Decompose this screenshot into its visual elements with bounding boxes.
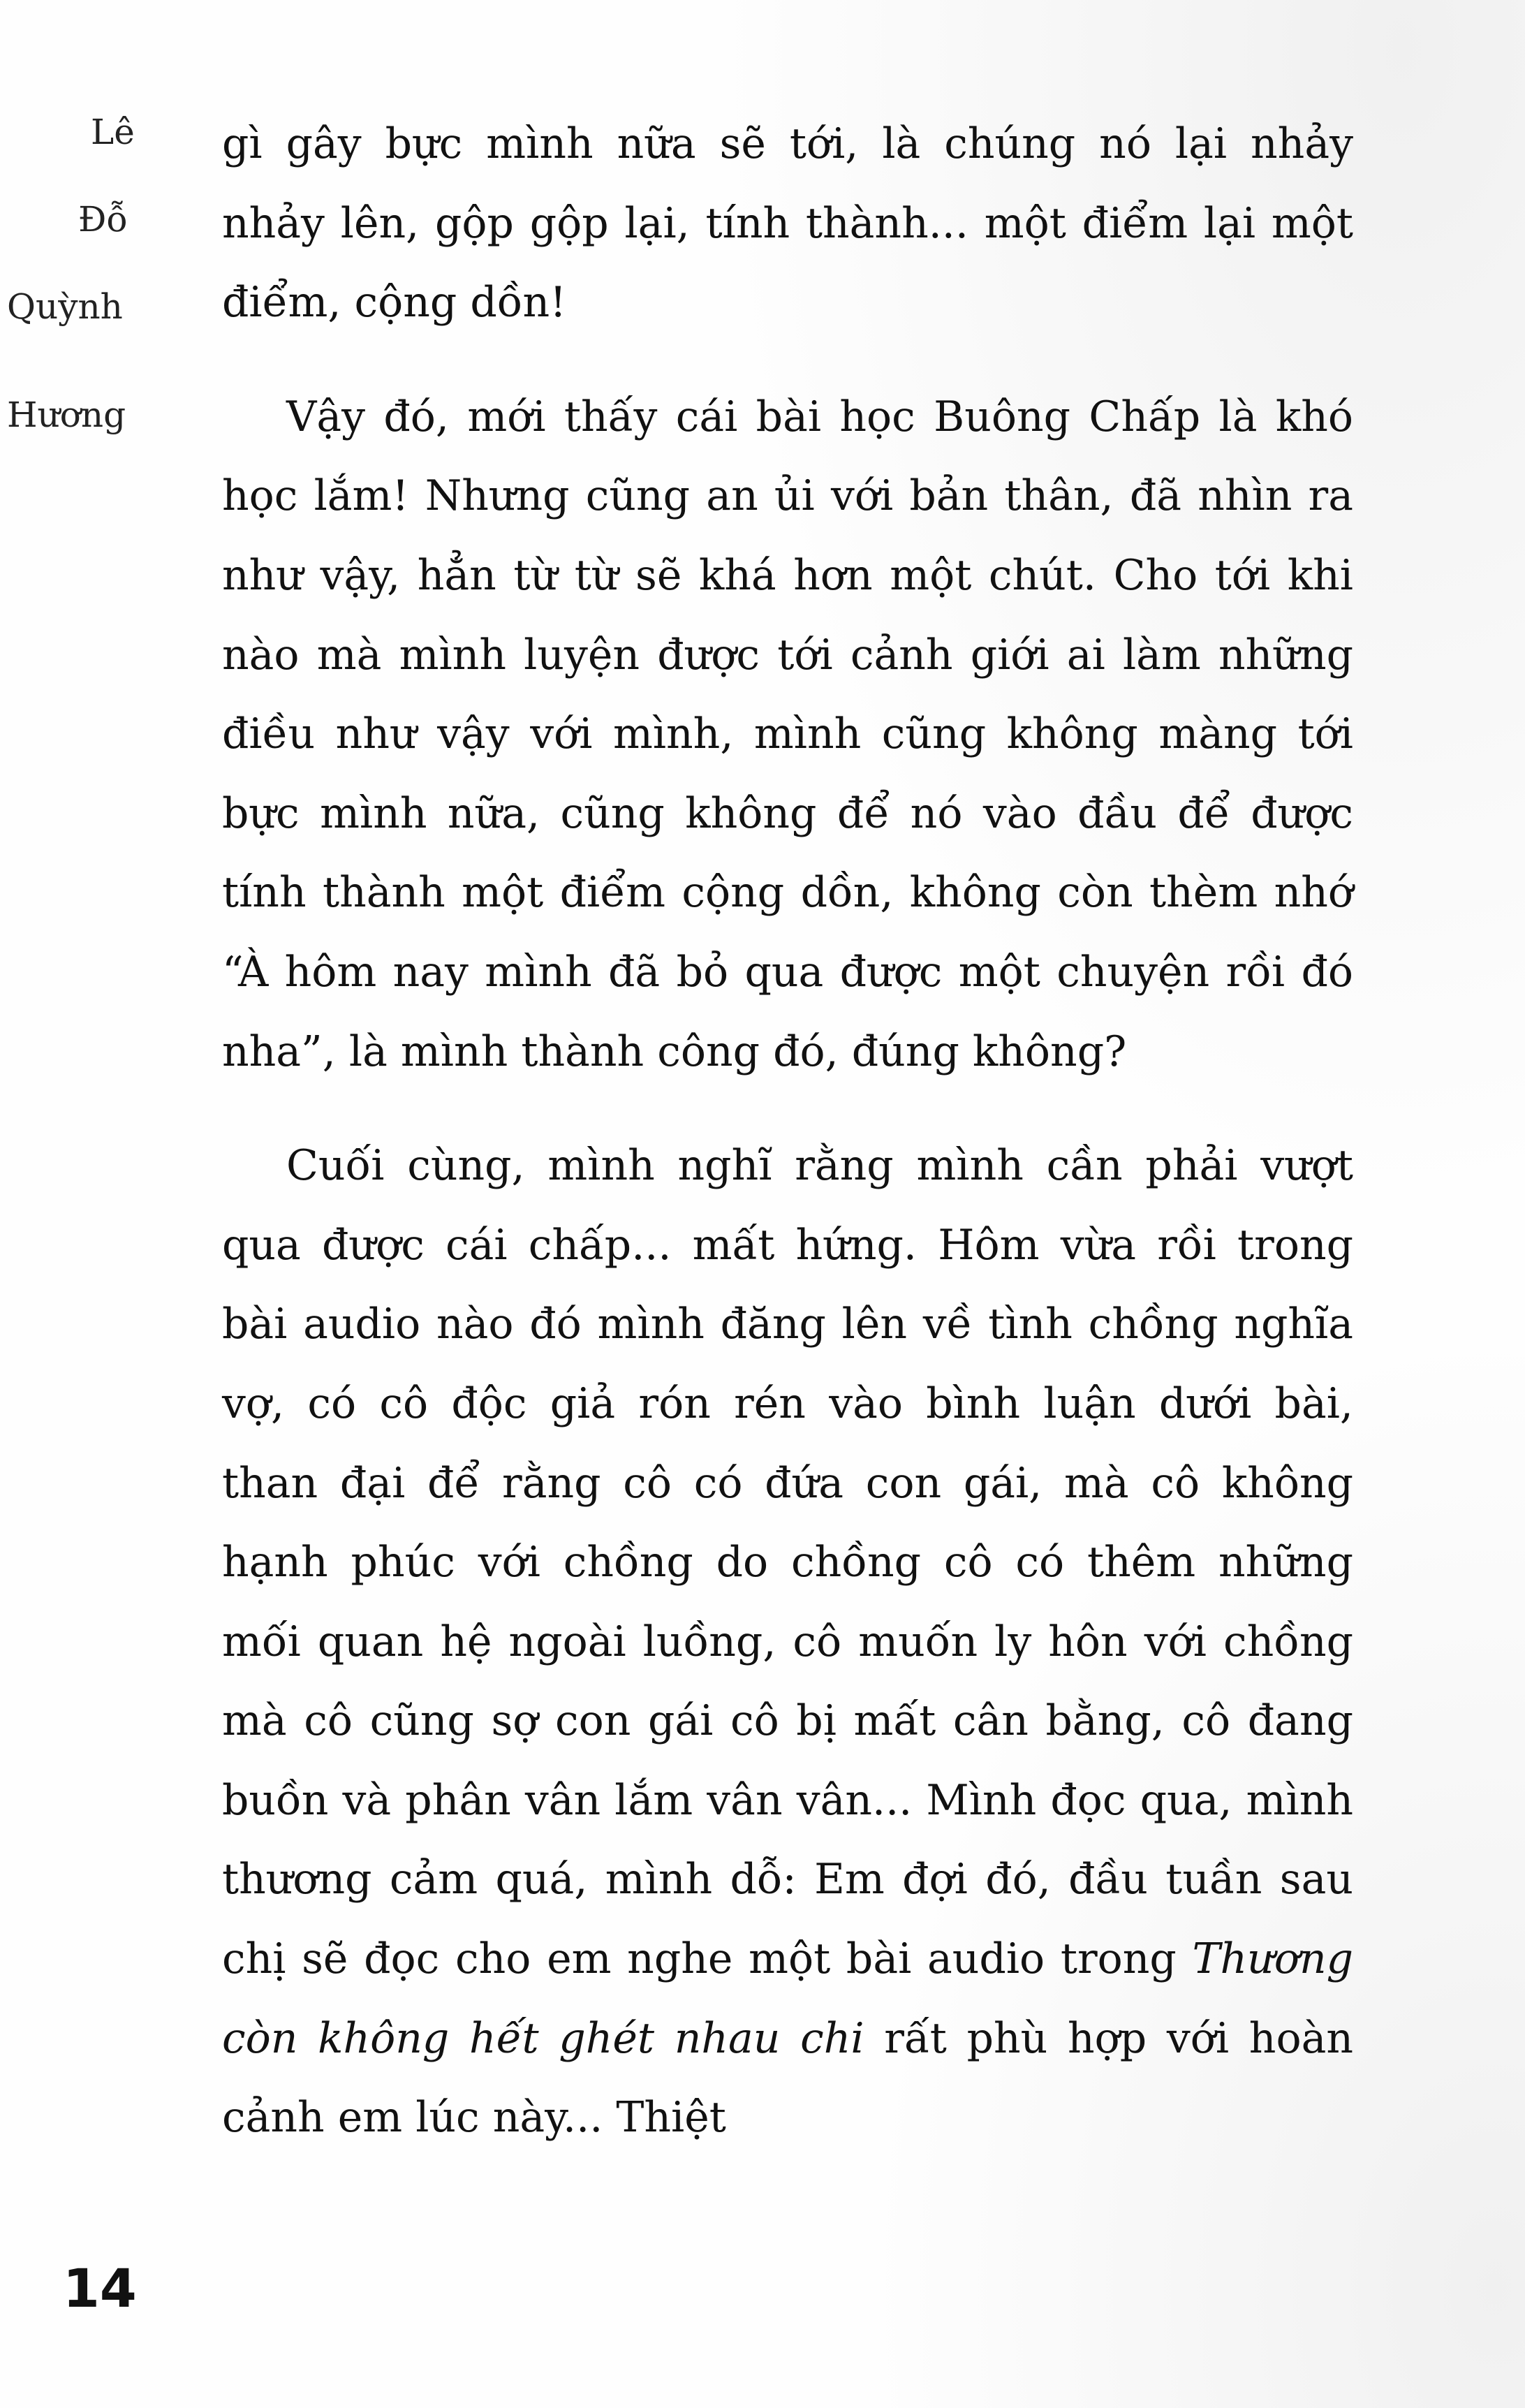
- paragraph-continued: gì gây bực mình nữa sẽ tới, là chúng nó lại nhảy nhảy lên, gộp gộp lại, tính thành... một điểm lại một điểm, cộng dồn!: [222, 119, 1353, 328]
- paragraph-text: rất phù hợp với hoàn cảnh em lúc này... Thiệt: [222, 2013, 1353, 2143]
- author-name-line: Quỳnh: [7, 286, 123, 327]
- paragraph: Vậy đó, mới thấy cái bài học Buông Chấp là khó học lắm! Nhưng cũng an ủi với bản thân, đã nhìn ra như vậy, hẳn từ từ sẽ khá hơn một chút. Cho tới khi nào mà mình luyện được tới cảnh giới ai làm những điều như vậy với mình, mình cũng không màng tới bực mình nữa, cũng không để nó vào đầu để được tính thành một điểm cộng dồn, không còn thèm nhớ “À hôm nay mình đã bỏ qua được một chuyện rồi đó nha”, là mình thành công đó, đúng không?: [222, 392, 1353, 1076]
- book-title-italic: Thương còn không hết ghét nhau chi: [222, 1935, 1353, 2063]
- author-name-line: Đỗ: [78, 199, 128, 240]
- body-text: [222, 105, 1353, 2158]
- author-name-line: Lê: [91, 112, 135, 152]
- paragraph-text: Cuối cùng, mình nghĩ rằng mình cần phải vượt qua được cái chấp... mất hứng. Hôm vừa rồi trong bài audio nào đó mình đăng lên về tình chồng nghĩa vợ, có cô độc giả rón rén vào bình luận dưới bài, than đại để rằng cô có đứa con gái, mà cô không hạnh phúc với chồng do chồng cô có thêm những mối quan hệ ngoài luồng, cô muốn ly hôn với chồng mà cô cũng sợ con gái cô bị mất cân bằng, cô đang buồn và phân vân lắm vân vân... Mình đọc qua, mình thương cảm quá, mình dỗ: Em đợi đó, đầu tuần sau chị sẽ đọc cho em nghe một bài audio trong: [222, 1141, 1353, 1984]
- author-name-line: Hương: [7, 395, 126, 435]
- page-number: 14: [63, 2257, 137, 2319]
- paragraph: [222, 1126, 1353, 2158]
